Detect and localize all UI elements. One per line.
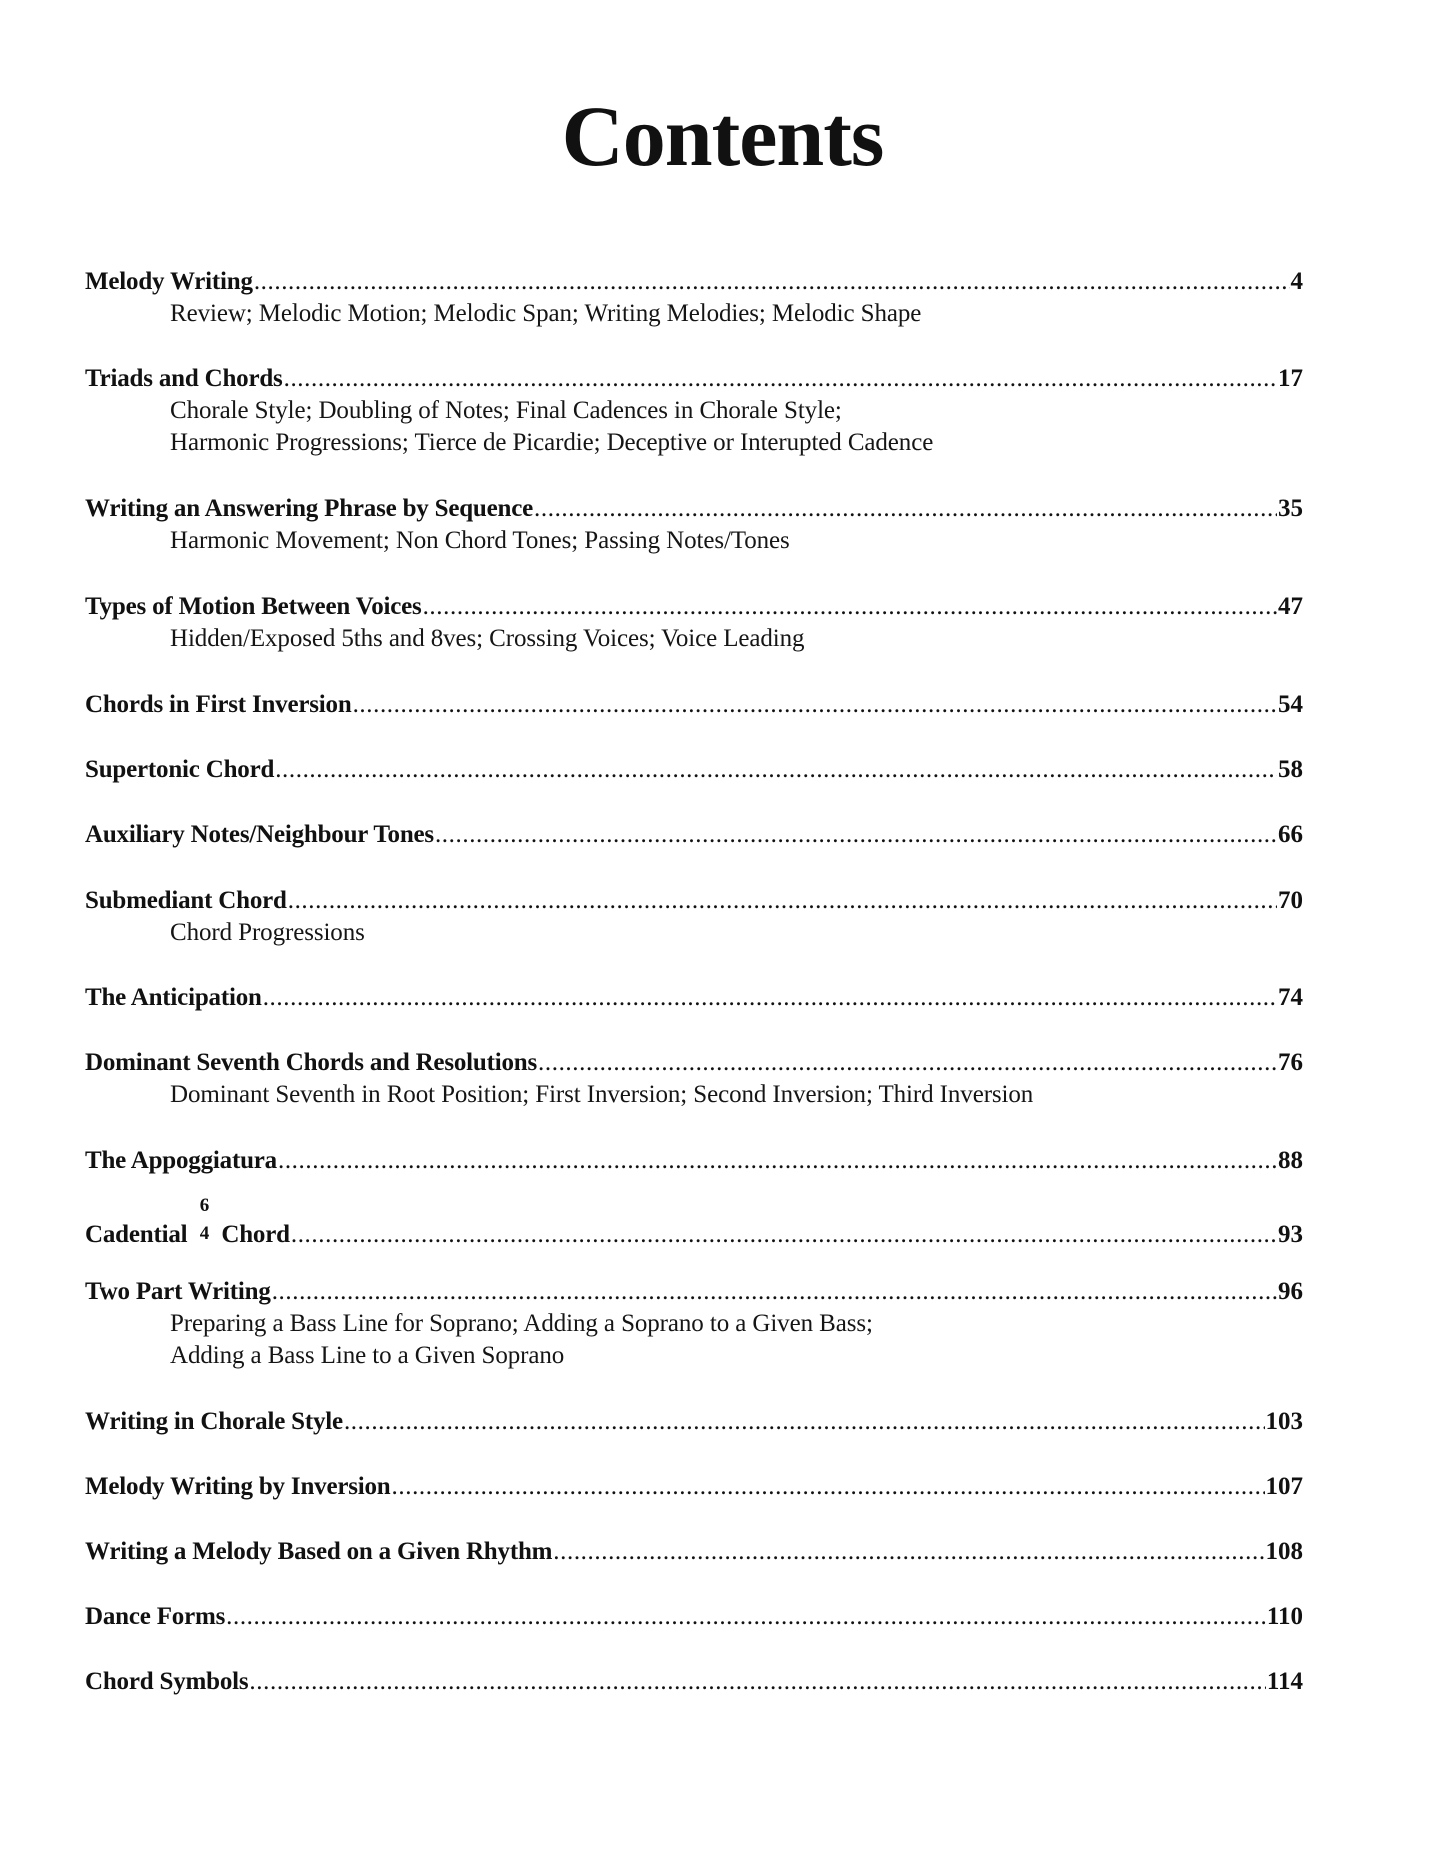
toc-entry-link[interactable] bbox=[85, 493, 1303, 525]
toc-entry-link[interactable] bbox=[85, 1276, 1303, 1308]
dot-leader bbox=[272, 1276, 1277, 1308]
page-number: 114 bbox=[1266, 1668, 1303, 1695]
entry-title bbox=[85, 1195, 290, 1251]
toc-entry-types-of-motion bbox=[85, 591, 1303, 655]
entry-title: The Anticipation bbox=[85, 984, 262, 1011]
toc-entry-link[interactable] bbox=[85, 1406, 1303, 1438]
dot-leader bbox=[392, 1471, 1265, 1503]
toc-entry-link[interactable] bbox=[85, 754, 1303, 786]
entry-title-end: Chord bbox=[221, 1221, 290, 1248]
toc-entry-supertonic-chord bbox=[85, 754, 1303, 786]
dot-leader bbox=[249, 1666, 1265, 1698]
page-number: 70 bbox=[1278, 887, 1303, 914]
toc-entry-link[interactable] bbox=[85, 819, 1303, 851]
toc-entry-link[interactable] bbox=[85, 1145, 1303, 1177]
six-four-figure bbox=[195, 1195, 213, 1244]
dot-leader bbox=[226, 1601, 1266, 1633]
page-number: 74 bbox=[1278, 984, 1303, 1011]
page-number: 93 bbox=[1278, 1221, 1303, 1248]
toc-entry-answering-phrase bbox=[85, 493, 1303, 557]
dot-leader bbox=[538, 1047, 1277, 1079]
toc-entry-submediant-chord bbox=[85, 885, 1303, 949]
entry-title: Chords in First Inversion bbox=[85, 691, 352, 718]
dot-leader bbox=[553, 1536, 1264, 1568]
toc-entry-anticipation bbox=[85, 982, 1303, 1014]
dot-leader bbox=[278, 1145, 1277, 1177]
subtopics: Dominant Seventh in Root Position; First Inversion; Second Inversion; Third Inversion bbox=[170, 1081, 1034, 1108]
toc-entry-link[interactable] bbox=[85, 1195, 1303, 1248]
toc-entry-link[interactable] bbox=[85, 1666, 1303, 1698]
figure-bottom: 4 bbox=[199, 1223, 210, 1244]
toc-entry-link[interactable] bbox=[85, 689, 1303, 721]
page-number: 107 bbox=[1265, 1473, 1303, 1500]
toc-entry-link[interactable] bbox=[85, 885, 1303, 917]
subtopics: Harmonic Movement; Non Chord Tones; Passing Notes/Tones bbox=[170, 527, 790, 554]
page-number: 17 bbox=[1278, 365, 1303, 392]
subtopics: Chorale Style; Doubling of Notes; Final Cadences in Chorale Style; bbox=[170, 397, 842, 424]
page-number: 108 bbox=[1265, 1538, 1303, 1565]
entry-title: Dominant Seventh Chords and Resolutions bbox=[85, 1049, 538, 1076]
dot-leader bbox=[435, 819, 1277, 851]
dot-leader bbox=[284, 363, 1277, 395]
toc-entry-cadential-six-four bbox=[85, 1195, 1303, 1248]
toc-entry-auxiliary-notes bbox=[85, 819, 1303, 851]
entry-title: Auxiliary Notes/Neighbour Tones bbox=[85, 821, 434, 848]
subtopics: Harmonic Progressions; Tierce de Picardie; Deceptive or Interupted Cadence bbox=[170, 428, 934, 456]
page-number: 4 bbox=[1290, 268, 1303, 295]
page-title: Contents bbox=[561, 88, 884, 184]
toc-entry-melody-given-rhythm bbox=[85, 1536, 1303, 1568]
entry-title: Chord Symbols bbox=[85, 1668, 249, 1695]
entry-title: Melody Writing bbox=[85, 268, 253, 295]
toc-entry-dance-forms bbox=[85, 1601, 1303, 1633]
entry-title: Writing a Melody Based on a Given Rhythm bbox=[85, 1538, 553, 1565]
toc-entry-link[interactable] bbox=[85, 1471, 1303, 1503]
dot-leader bbox=[263, 982, 1277, 1014]
dot-leader bbox=[353, 689, 1277, 721]
toc-entry-chord-symbols bbox=[85, 1666, 1303, 1698]
page-number: 110 bbox=[1266, 1603, 1303, 1630]
dot-leader bbox=[254, 266, 1290, 298]
toc-entry-chorale-style bbox=[85, 1406, 1303, 1438]
dot-leader bbox=[344, 1406, 1265, 1438]
toc-entry-dominant-seventh bbox=[85, 1047, 1303, 1111]
toc-entry-link[interactable] bbox=[85, 1601, 1303, 1633]
entry-title: Triads and Chords bbox=[85, 365, 283, 392]
entry-title: Types of Motion Between Voices bbox=[85, 593, 422, 620]
page-number: 88 bbox=[1278, 1147, 1303, 1174]
toc-entry-triads-and-chords bbox=[85, 363, 1303, 458]
toc-entry-melody-writing bbox=[85, 266, 1303, 330]
page-number: 76 bbox=[1278, 1049, 1303, 1076]
subtopics: Adding a Bass Line to a Given Soprano bbox=[170, 1341, 565, 1369]
page-number: 58 bbox=[1278, 756, 1303, 783]
entry-title: Supertonic Chord bbox=[85, 756, 275, 783]
entry-title: Two Part Writing bbox=[85, 1278, 271, 1305]
page-number: 35 bbox=[1278, 495, 1303, 522]
subtopics: Review; Melodic Motion; Melodic Span; Writing Melodies; Melodic Shape bbox=[170, 300, 922, 327]
toc-entry-link[interactable] bbox=[85, 591, 1303, 623]
entry-title: Dance Forms bbox=[85, 1603, 226, 1630]
toc-entry-link[interactable] bbox=[85, 1536, 1303, 1568]
entry-title: Submediant Chord bbox=[85, 887, 287, 914]
dot-leader bbox=[288, 885, 1277, 917]
dot-leader bbox=[291, 1219, 1277, 1251]
toc-entry-melody-by-inversion bbox=[85, 1471, 1303, 1503]
toc-entry-link[interactable] bbox=[85, 363, 1303, 395]
page-number: 96 bbox=[1278, 1278, 1303, 1305]
figure-top: 6 bbox=[199, 1195, 210, 1216]
dot-leader bbox=[423, 591, 1277, 623]
entry-title: Writing in Chorale Style bbox=[85, 1408, 343, 1435]
toc-entry-appoggiatura bbox=[85, 1145, 1303, 1177]
page-number: 47 bbox=[1278, 593, 1303, 620]
page-number: 103 bbox=[1265, 1408, 1303, 1435]
toc-entry-first-inversion bbox=[85, 689, 1303, 721]
toc-entry-link[interactable] bbox=[85, 1047, 1303, 1079]
subtopics: Preparing a Bass Line for Soprano; Adding a Soprano to a Given Bass; bbox=[170, 1310, 873, 1337]
entry-title: Writing an Answering Phrase by Sequence bbox=[85, 495, 534, 522]
subtopics: Hidden/Exposed 5ths and 8ves; Crossing Voices; Voice Leading bbox=[170, 625, 805, 652]
page-number: 54 bbox=[1278, 691, 1303, 718]
toc-entry-link[interactable] bbox=[85, 266, 1303, 298]
subtopics: Chord Progressions bbox=[170, 919, 365, 946]
dot-leader bbox=[534, 493, 1277, 525]
entry-title: The Appoggiatura bbox=[85, 1147, 277, 1174]
dot-leader bbox=[275, 754, 1277, 786]
toc-entry-two-part-writing bbox=[85, 1276, 1303, 1371]
entry-title: Melody Writing by Inversion bbox=[85, 1473, 391, 1500]
page-number: 66 bbox=[1278, 821, 1303, 848]
entry-title-start: Cadential bbox=[85, 1221, 188, 1248]
toc-entry-link[interactable] bbox=[85, 982, 1303, 1014]
